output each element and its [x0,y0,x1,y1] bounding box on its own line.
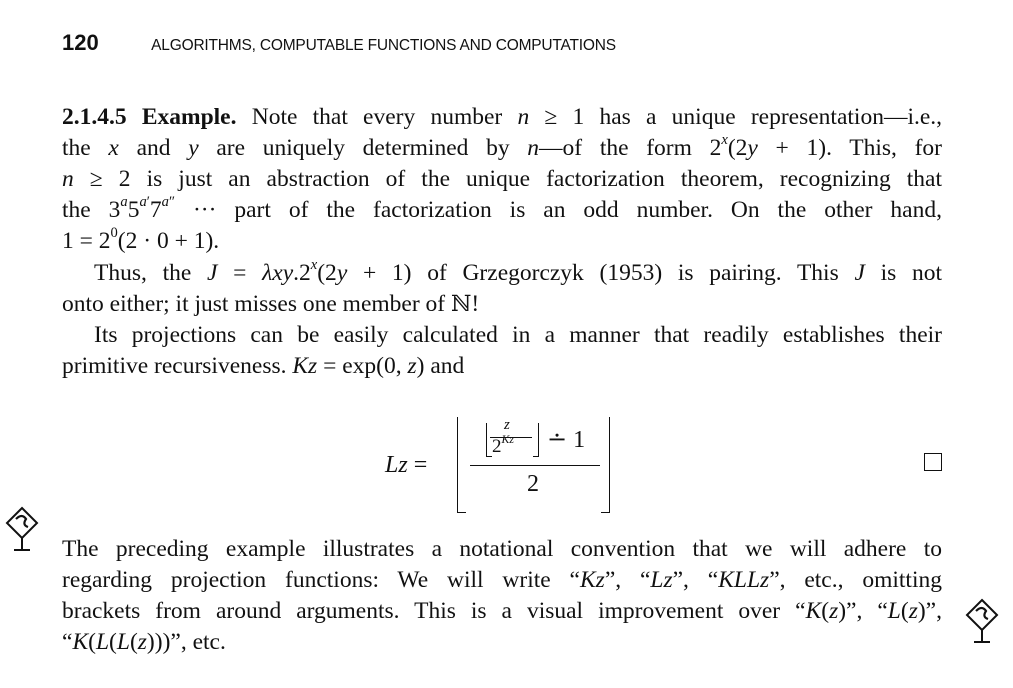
text-line: $1 = 2^0(2 \cdot 0 + 1)$. [62,225,220,254]
text-line: primitive recursiveness. Kz = exp(0, z) and [62,353,465,379]
inner-denominator: $2^{Kz}$ [492,433,514,457]
outer-floor-right [601,417,610,513]
text-line: Its projections can be easily calculated in a manner that readily establishes their [94,322,942,348]
paragraph-pairing [62,258,942,320]
qed-box [924,453,942,471]
text-line: “K(L(L(z)))”, etc. [62,629,226,655]
paragraph-convention [62,534,942,658]
outer-fraction-bar [470,465,600,466]
inner-numerator: z [504,417,510,433]
text-line: 2.1.4.5 Example. Note that every number n ≥ 1 has a unique representation—i.e., [62,104,943,130]
monus-one: ∸ 1 [547,427,586,453]
text-line: the $3^a5^{a'}7^{a''}$ ··· part of the factorization is an odd number. On the other hand, [62,194,942,223]
running-header [62,30,962,60]
outer-floor-left [457,417,466,513]
display-equation-Lz [385,415,625,515]
inner-floor-right [533,423,539,457]
paragraph-projections [62,320,942,382]
text-line: onto either; it just misses one member of ℕ! [62,291,480,317]
text-line: n ≥ 2 is just an abstraction of the unique factorization theorem, recognizing that [62,166,942,192]
example-label: 2.1.4.5 Example. [62,104,237,130]
page-number: 120 [62,30,99,55]
equation-lhs: Lz = [385,452,428,478]
dangerous-bend-sign-icon [2,505,42,555]
text-line: brackets from around arguments. This is a visual improvement over “K(z)”, “L(z)”, [62,598,942,624]
example-paragraph [62,102,942,257]
text-line: Thus, the $J = \lambda xy.2^x(2y + 1)$ of Grzegorczyk (1953) is pairing. This J is not [94,257,942,286]
text-line: The preceding example illustrates a notational convention that we will adhere to [62,536,942,562]
outer-denominator: 2 [527,471,539,497]
dangerous-bend-sign-icon [962,597,1002,647]
running-head-title: ALGORITHMS, COMPUTABLE FUNCTIONS AND COMPUTATIONS [151,37,616,54]
text-line: the x and y are uniquely determined by n—of the form $2^x(2y + 1)$. This, for [62,132,943,161]
text-line: regarding projection functions: We will write “Kz”, “Lz”, “KLLz”, etc., omitting [62,567,942,593]
